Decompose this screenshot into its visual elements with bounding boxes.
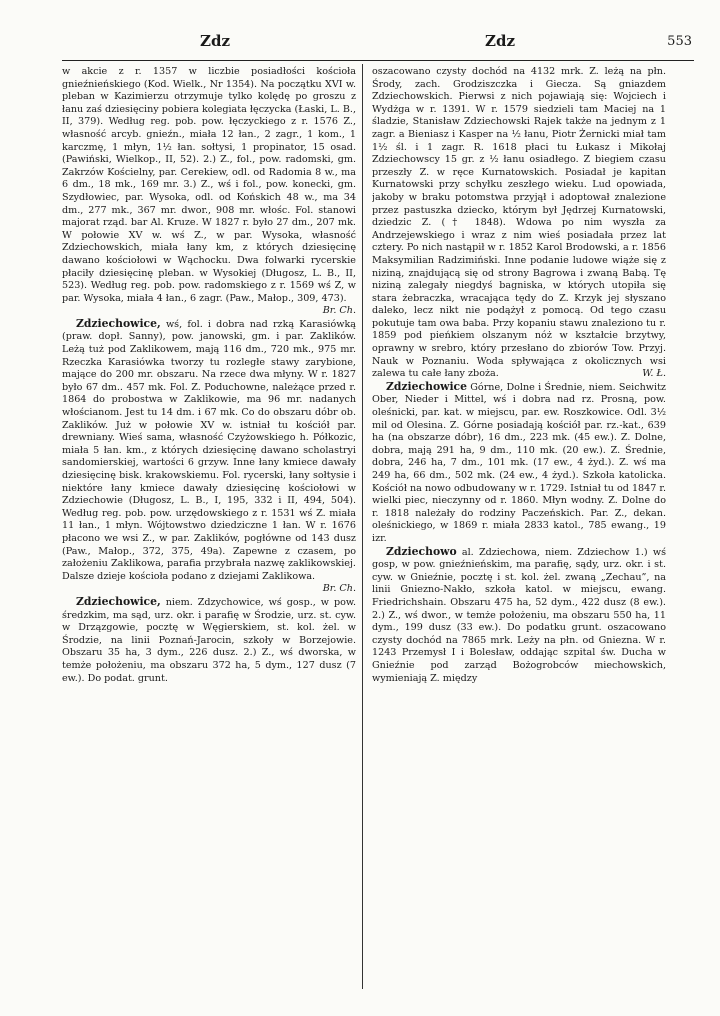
entry-zdziechowo (372, 546, 666, 686)
entry-zdziechowice-2 (62, 596, 356, 685)
left-p1-signature: Br. Ch. (322, 305, 356, 317)
entry-signature-zdziechowice-1: Br. Ch. (322, 583, 356, 595)
entry-text-zdziechowo: al. Zdziechowa, niem. Zdziechow 1.) wś gosp, w pow. gnieźnieńskim, ma parafię, sądy, urz. okr. i st. cyw. w Gnieźnie, pocztę i st. kol. żel. zwaną „Zechau”, na linii Gniezno-Nakło, szkoła katol. w miejscu, ewang. Friedrichshain. Obszaru 475 ha, 52 dym., 422 dusz (8 ew.). 2.) Z., wś dwor., w temże położeniu, ma obszaru 550 ha, 11 dym., 199 dusz (33 ew.). Do podatku grunt. oszacowano czysty dochód na 7865 mrk. Leży na płn. od Gniezna. W r. 1243 Przemysł I i Bolesław, oddając szpital św. Ducha w Gnieźnie pod zarząd Bożogrobców miechowskich, wymieniają Z. między (372, 546, 666, 684)
entry-text-zdziechowice-1: wś, fol. i dobra nad rzką Karasiówką (praw. dopł. Sanny), pow. janowski, gm. i par. Zaklików. Leżą tuż pod Zaklikowem, mają 116 dm., 720 mk., 975 mr. Rzeczka Karasiówka tworzy tu rozległe stawy zarybione, mające do 200 mr. obszaru. Na rzece dwa młyny. W r. 1827 było 67 dm.. 457 mk. Fol. Z. Poduchowne, należące przed r. 1864 do probostwa w Zaklikowie, ma 96 mr. nadanych włościanom. Jest tu 14 dm. i 67 mk. Co do obszaru dóbr ob. Zaklików. Już w połowie XV w. istniał tu kościół par. drewniany. Wieś sama, własność Czyżowskiego h. Półkozic, miała 5 łan. km., z których dziesięcinę dawano scholastryi sandomierskiej, wartości 6 grzyw. Inne łany kmiece dawały dziesięcinę bisk. krakowskiemu. Fol. rycerski, łany sołtysie i niektóre łany kmiece dawały dziesięcinę kościołowi w Zdziechowie (Długosz, L. B., I, 195, 332 i II, 494, 504). Według reg. pob. pow. urzędowskiego z r. 1531 wś Z. miała 11 łan., 1 młyn. Wójtowstwo dziedziczne 1 łan. W r. 1676 płacono we wsi Z., w par. Zaklików, pogłówne od 143 dusz (Paw., Małop., 372, 375, 49a). Zapewne z czasem, po założeniu Zaklikowa, parafia przybrała nazwę zaklikowskiej. Dalsze dzieje kościoła podano z dziejami Zaklikowa. (62, 318, 356, 582)
right-p1-signature: W. Ł. (642, 368, 666, 380)
entry-zdziechowice-1 (62, 316, 356, 595)
right-column (372, 66, 666, 996)
entry-head-zdziechowice-1: Zdziechowice, (76, 316, 161, 330)
entry-head-zdziechowo: Zdziechowo (386, 544, 457, 558)
page-number: 553 (667, 34, 692, 49)
entry-zdziechowice-3 (372, 381, 666, 546)
running-head-left: Zdz (200, 32, 230, 50)
left-column (62, 66, 356, 996)
left-p1-text: w akcie z r. 1357 w liczbie posiadłości kościoła gnieźnieńskiego (Kod. Wielk., Nr 1354). Na początku XVI w. pleban w Kazimierzu otrzymuje tylko kolędę po groszu z łanu zaś dziesięciny pobiera kolegiata łęczycka (Łaski, L. B., II, 379). Według reg. pob. pow. łęczyckiego z r. 1576 Z., własność arcyb. gnieźn., miała 12 łan., 2 zagr., 1 kom., 1 karczmę, 1 młyn, 1½ łan. sołtysi, 1 propinator, 15 osad. (Pawiński, Wielkop., II, 52). 2.) Z., fol., pow. radomski, gm. Zakrzów Kościelny, par. Cerekiew, odl. od Radomia 8 w., ma 6 dm., 18 mk., 169 mr. 3.) Z., wś i fol., pow. konecki, gm. Szydłowiec, par. Wysoka, odl. od Końskich 48 w., ma 34 dm., 277 mk., 367 mr. dwor., 908 mr. włośc. Fol. stanowi majorat rząd. bar Al. Kruze. W 1827 r. było 27 dm., 207 mk. W połowie XV w. wś Z., w par. Wysoka, własność Zdziechowskich, miała łany km, z których dziesięcinę dawano kościołowi w Wąchocku. Dwa folwarki rycerskie płaciły dziesięcinę pleban. w Wysokiej (Długosz, L. B., II, 523). Według reg. pob. pow. radomskiego z r. 1569 wś Z, w par. Wysoka, miała 4 łan., 6 zagr. (Paw., Małop., 309, 473). (62, 66, 356, 304)
left-paragraph-1 (62, 66, 356, 317)
right-paragraph-1 (372, 66, 666, 381)
entry-head-zdziechowice-2: Zdziechowice, (76, 594, 161, 608)
column-divider (362, 64, 363, 989)
header-rule (62, 60, 694, 61)
page-header (60, 32, 692, 54)
entry-head-zdziechowice-3: Zdziechowice (386, 379, 467, 393)
right-p1-text: oszacowano czysty dochód na 4132 mrk. Z. leżą na płn. Środy, zach. Grodziszczka i Giecza. Są gniazdem Zdziechowskich. Pierwsi z nich pojawiają się: Wojciech i Wydżga w r. 1391. W r. 1579 siedzieli tam Maciej na 1 śladzie, Stanisław Zdziechowski Rajek także na jednym z 1 zagr. a Bieniasz i Kasper na ½ łanu, Piotr Żernicki miał tam 1½ śl. i 1 zagr. R. 1618 płaci tu Łukasz i Mikołaj Zdziechowscy 15 gr. z ½ łanu osiadłego. Z biegiem czasu przeszły Z. w ręce Kurnatowskich. Posiadał je kapitan Kurnatowski przy schyłku zeszłego wieku. Lud opowiada, jakoby w braku potomstwa przyjął i adoptował znalezione przez pastuszka dziecko, którym był Jędrzej Kurnatowski, dziedzic Z. († 1848). Wdowa po nim wyszła za Andrzejewskiego i wraz z nim wieś posiadała przez lat cztery. Po nich nastąpił w r. 1852 Karol Brodowski, a r. 1856 Maksymilian Radzimiński. Inne podanie ludowe wiąże się z niziną, znajdującą się od strony Bagrowa i zwaną Babą. Tę niziną zalegały niegdyś bagniska, w których utopiła się stara żebraczka, wracająca tędy do Z. Krzyk jej słyszano daleko, lecz nikt nie podążył z pomocą. Od tego czasu pokutuje tam owa baba. Przy kopaniu stawu znaleziono tu r. 1859 pod pieńkiem olszanym nóż w kształcie brzytwy, oprawny w srebro, który przesłano do zbiorów Tow. Przyj. Nauk w Poznaniu. Woda spływająca z okolicznych wsi zalewa tu całe łany zboża. (372, 66, 666, 380)
entry-text-zdziechowice-2: niem. Zdzychowice, wś gosp., w pow. średzkim, ma sąd, urz. okr. i parafię w Środzie, urz. st. cyw. w Drzązgowie, pocztę w Węgierskiem, st. kol. żel. w Środzie, na linii Poznań-Jarocin, szkoły w Borzejowie. Obszaru 35 ha, 3 dym., 226 dusz. 2.) Z., wś dworska, w temże położeniu, ma obszaru 372 ha, 5 dym., 127 dusz (7 ew.). Do podat. grunt. (62, 596, 356, 684)
entry-text-zdziechowice-3: Górne, Dolne i Średnie, niem. Seichwitz Ober, Nieder i Mittel, wś i dobra nad rz. Prosną, pow. oleśnicki, par. kat. w miejscu, par. ew. Roszkowice. Odl. 3½ mil od Olesina. Z. Górne posiadają kościół par. rz.-kat., 639 ha (na obszarze dóbr), 16 dm., 223 mk. (45 ew.). Z. Dolne, dobra, mają 291 ha, 9 dm., 110 mk. (20 ew.). Z. Średnie, dobra, 246 ha, 7 dm., 101 mk. (17 ew., 4 żyd.). Z. wś ma 249 ha, 66 dm., 502 mk. (24 ew., 4 żyd.). Szkoła katolicka. Kościół na nowo odbudowany w r. 1729. Istniał tu od 1847 r. wielki piec, nieczynny od r. 1860. Młyn wodny. Z. Dolne do r. 1818 należały do rodziny Paczeńskich. Par. Z., dekan. oleśnickiego, w 1869 r. miała 2833 katol., 785 ewang., 19 izr. (372, 381, 666, 544)
running-head-right: Zdz (485, 32, 515, 50)
